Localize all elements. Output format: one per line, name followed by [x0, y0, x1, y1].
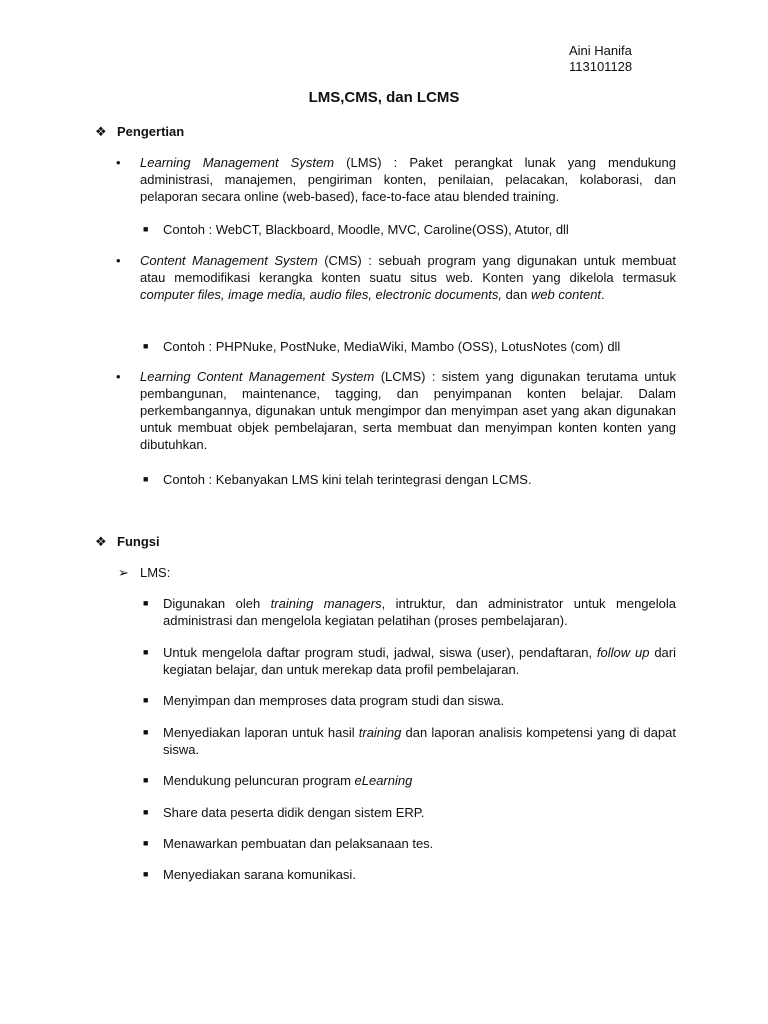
example-cms	[143, 338, 676, 355]
arrow-bullet-icon: ➢	[118, 565, 129, 580]
square-bullet-icon: ■	[143, 695, 149, 705]
example-text: Contoh : Kebanyakan LMS kini telah terintegrasi dengan LCMS.	[163, 472, 532, 487]
bullet-icon: •	[116, 369, 121, 384]
author-nim: 113101128	[569, 59, 633, 74]
example-text: Contoh : WebCT, Blackboard, Moodle, MVC, Caroline(OSS), Atutor, dll	[163, 222, 569, 237]
item-italic: eLearning	[354, 773, 413, 788]
item-text: dan laporan analisis kompetensi yang di dapat siswa.	[163, 725, 677, 757]
definition-text: (LMS) : Paket perangkat lunak yang mendukung administrasi, manajemen, pengiriman konten, penilaian, pelacakan, kolaborasi, dan pelaporan secara online (web-based), face-to-face atau blended training.	[140, 155, 676, 204]
term-lcms: Learning Content Management System	[140, 369, 375, 384]
example-text: Contoh : PHPNuke, PostNuke, MediaWiki, Mambo (OSS), LotusNotes (com) dll	[163, 339, 621, 354]
item-text: Menyimpan dan memproses data program studi dan siswa.	[163, 693, 505, 708]
fungsi-item	[143, 804, 676, 821]
fungsi-item	[143, 724, 677, 758]
author-name: Aini Hanifa	[569, 43, 632, 58]
item-text: Mendukung peluncuran program	[163, 773, 355, 788]
item-text: Menawarkan pembuatan dan pelaksanaan tes.	[163, 836, 434, 851]
section-heading-pengertian	[95, 123, 184, 140]
square-bullet-icon: ■	[143, 341, 149, 351]
definition-text: (CMS) : sebuah program yang digunakan untuk membuat atau memodifikasi kerangka konten suatu situs web. Konten yang dikelola termasuk	[140, 253, 676, 285]
item-text: Share data peserta didik dengan sistem ERP.	[163, 805, 425, 820]
example-lcms	[143, 471, 676, 488]
item-italic: follow up	[596, 645, 650, 660]
square-bullet-icon: ■	[143, 807, 149, 817]
definition-italic: computer files, image media, audio files, electronic documents,	[140, 287, 503, 302]
item-text: Menyediakan sarana komunikasi.	[163, 867, 356, 882]
definition-lms	[116, 154, 676, 205]
term-lms: Learning Management System	[140, 155, 335, 170]
square-bullet-icon: ■	[143, 598, 149, 608]
definition-text: .	[601, 287, 605, 302]
item-italic: training	[358, 725, 402, 740]
author-block	[569, 43, 632, 75]
fungsi-item	[143, 835, 676, 852]
item-text: dari kegiatan belajar, dan untuk merekap data profil pembelajaran.	[163, 645, 677, 677]
section-heading-text: Fungsi	[117, 534, 160, 549]
fungsi-item	[143, 866, 676, 883]
definition-cms	[116, 252, 676, 303]
item-text: , intruktur, dan administrator untuk mengelola administrasi dan mengelola kegiatan pelatihan (proses pembelajaran).	[163, 596, 677, 628]
page-title: LMS,CMS, dan LCMS	[308, 89, 460, 106]
definition-italic: web content	[530, 287, 602, 302]
bullet-icon: •	[116, 155, 121, 170]
square-bullet-icon: ■	[143, 838, 149, 848]
fungsi-item	[143, 644, 677, 678]
lms-subheading	[118, 564, 170, 581]
bullet-icon: •	[116, 253, 121, 268]
fungsi-item	[143, 595, 677, 629]
square-bullet-icon: ■	[143, 647, 149, 657]
item-italic: training managers	[270, 596, 382, 611]
section-heading-fungsi	[95, 533, 160, 550]
square-bullet-icon: ■	[143, 775, 149, 785]
fungsi-item	[143, 772, 676, 789]
definition-text: dan	[502, 287, 531, 302]
lms-label: LMS:	[140, 565, 171, 580]
definition-lcms	[116, 368, 676, 453]
square-bullet-icon: ■	[143, 474, 149, 484]
square-bullet-icon: ■	[143, 869, 149, 879]
item-text: Untuk mengelola daftar program studi, jadwal, siswa (user), pendaftaran,	[163, 645, 597, 660]
item-text: Menyediakan laporan untuk hasil	[163, 725, 359, 740]
diamond-bullet-icon: ❖	[95, 124, 107, 139]
section-heading-text: Pengertian	[117, 124, 185, 139]
term-cms: Content Management System	[140, 253, 318, 268]
example-lms	[143, 221, 676, 238]
definition-text: (LCMS) : sistem yang digunakan terutama untuk pembangunan, maintenance, tagging, dan penyimpanan konten belajar. Dalam perkembangannya, digunakan untuk mengimpor dan menyimpan aset yang akan digunakan untuk membuat objek pembelajaran, serta membuat dan menyimpan konten konten yang dibutuhkan.	[140, 369, 676, 452]
diamond-bullet-icon: ❖	[95, 534, 107, 549]
item-text: Digunakan oleh	[163, 596, 271, 611]
square-bullet-icon: ■	[143, 224, 149, 234]
square-bullet-icon: ■	[143, 727, 149, 737]
fungsi-item	[143, 692, 676, 709]
